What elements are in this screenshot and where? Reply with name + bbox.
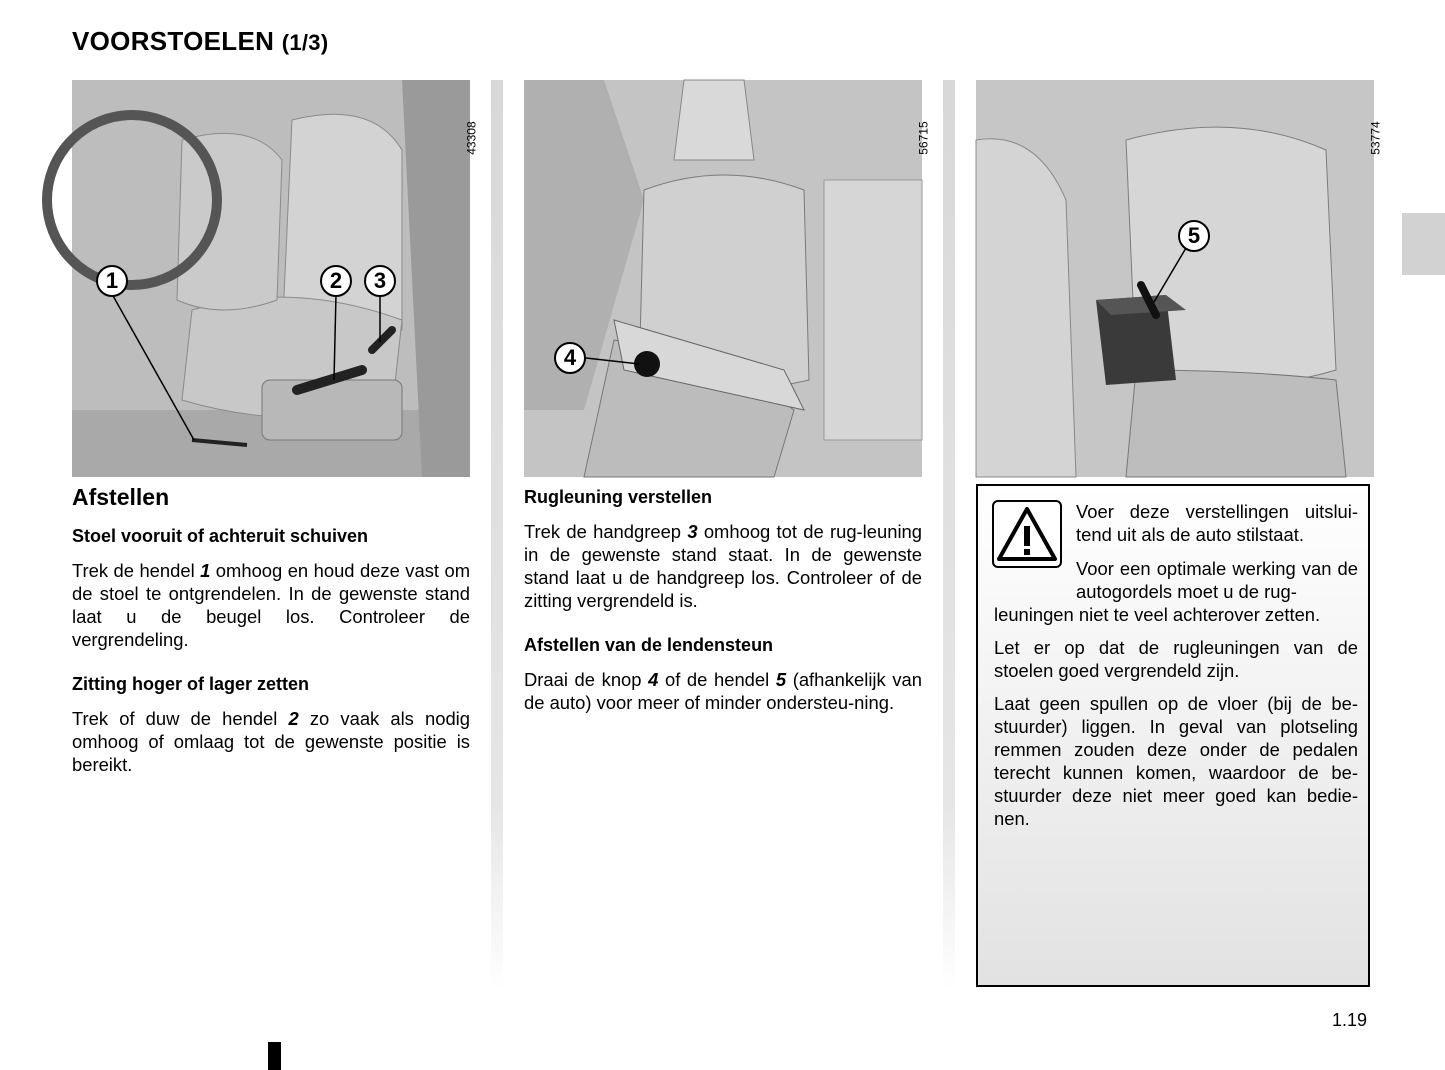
column-1 [72,486,470,798]
callout-2: 2 [320,265,352,297]
warning-paragraph-1: Voer deze verstellingen uitslui-tend uit als de auto stilstaat. [1076,501,1358,545]
callout-1: 1 [96,265,128,297]
photo-code: 43308 [464,121,478,155]
subheading-slide-seat: Stoel vooruit of achteruit schuiven [72,526,369,546]
seat-illustration-2 [524,80,922,477]
warning-box [976,484,1370,987]
warning-triangle-icon [992,500,1062,568]
section-heading: Afstellen [72,484,170,510]
seat-photo-1 [72,80,478,477]
subheading-backrest: Rugleuning verstellen [524,487,713,507]
photo-code: 53774 [1368,121,1382,155]
page-title-suffix: (1/3) [281,30,329,55]
page-title [72,26,328,57]
page-title-text: VOORSTOELEN [72,26,275,56]
paragraph-backrest: Trek de handgreep 3 omhoog tot de rug-leuning in de gewenste stand staat. In de gewenste stand laat u de handgreep los. Controleer of de zitting vergrendeld is. [524,521,922,611]
seat-photo-2 [524,80,930,477]
callout-4: 4 [554,342,586,374]
column-divider [491,80,503,990]
paragraph-slide-seat: Trek de hendel 1 omhoog en houd deze vast om de stoel te ontgrendelen. In de gewenste stand laat u de beugel los. Controleer de vergrendeling. [72,560,471,650]
warning-paragraph-4: Laat geen spullen op de vloer (bij de be-stuurder) liggen. In geval van plotseling remmen zouden deze onder de pedalen terecht kunnen komen, waardoor de be-stuurder deze niet meer goed kan bedie-nen. [994,693,1358,829]
column-divider [943,80,955,990]
warning-paragraph-2a: Voor een optimale werking van de autogordels moet u de rug- [1076,558,1358,602]
seat-photo-3 [976,80,1382,477]
seat-illustration-3 [976,80,1374,477]
paragraph-lumbar: Draai de knop 4 of de hendel 5 (afhankelijk van de auto) voor meer of minder ondersteu-ning. [524,669,922,713]
subheading-seat-height: Zitting hoger of lager zetten [72,674,309,694]
photo-code: 56715 [916,121,930,155]
chapter-tab [1402,213,1445,275]
callout-3: 3 [364,265,396,297]
callout-5: 5 [1178,220,1210,252]
column-2 [524,486,922,736]
paragraph-seat-height: Trek of duw de hendel 2 zo vaak als nodig omhoog of omlaag tot de gewenste positie is bereikt. [72,708,470,775]
warning-paragraph-3: Let er op dat de rugleuningen van de stoelen goed vergrendeld zijn. [994,637,1358,681]
subheading-lumbar: Afstellen van de lendensteun [524,635,774,655]
warning-paragraph-2b: leuningen niet te veel achterover zetten. [994,604,1321,625]
page-number: 1.19 [1332,1010,1368,1030]
print-mark [268,1042,281,1070]
seat-illustration-1 [72,80,470,477]
